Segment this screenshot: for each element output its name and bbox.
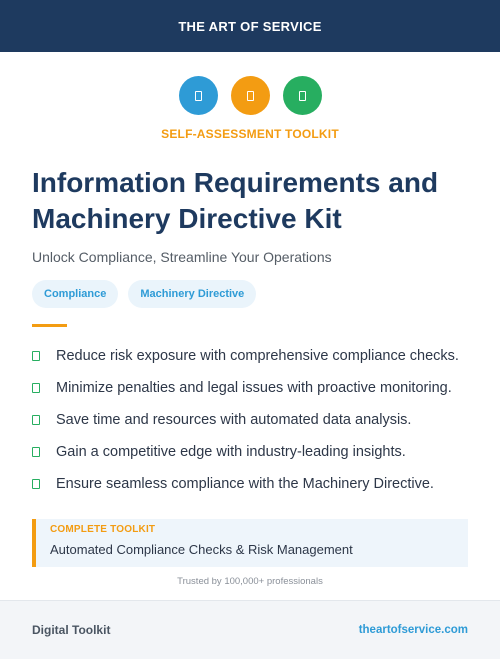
check-icon xyxy=(32,447,40,457)
benefit-item xyxy=(32,436,500,468)
benefit-text: Gain a competitive edge with industry-leading insights. xyxy=(56,444,406,460)
check-icon xyxy=(32,479,40,489)
benefit-text: Reduce risk exposure with comprehensive compliance checks. xyxy=(56,348,459,364)
document-icon xyxy=(247,91,254,101)
benefit-list xyxy=(32,340,500,500)
callout-text: Automated Compliance Checks & Risk Management xyxy=(50,542,353,557)
toolkit-callout xyxy=(32,519,468,567)
kicker-label: SELF-ASSESSMENT TOOLKIT xyxy=(161,127,339,141)
tag-compliance: Compliance xyxy=(32,280,118,308)
footer xyxy=(0,600,500,659)
document-icon xyxy=(299,91,306,101)
website-link[interactable]: theartofservice.com xyxy=(358,624,468,636)
benefit-text: Ensure seamless compliance with the Machinery Directive. xyxy=(56,476,434,492)
document-icon xyxy=(195,91,202,101)
brand-name: THE ART OF SERVICE xyxy=(178,18,322,34)
callout-label: COMPLETE TOOLKIT xyxy=(50,524,156,535)
icon-row xyxy=(0,76,500,115)
orange-circle-icon xyxy=(231,76,270,115)
divider xyxy=(32,324,67,327)
subtitle: Unlock Compliance, Streamline Your Operations xyxy=(32,249,332,265)
benefit-text: Save time and resources with automated data analysis. xyxy=(56,412,412,428)
footer-label: Digital Toolkit xyxy=(32,623,111,637)
benefit-text: Minimize penalties and legal issues with proactive monitoring. xyxy=(56,380,452,396)
check-icon xyxy=(32,351,40,361)
trust-note: Trusted by 100,000+ professionals xyxy=(177,576,323,587)
check-icon xyxy=(32,383,40,393)
benefit-item xyxy=(32,340,500,372)
tag-list xyxy=(32,280,468,308)
check-icon xyxy=(32,415,40,425)
tag-machinery-directive: Machinery Directive xyxy=(128,280,256,308)
benefit-item xyxy=(32,468,500,500)
green-circle-icon xyxy=(283,76,322,115)
title-line-2: Machinery Directive Kit xyxy=(32,203,342,234)
page-title xyxy=(32,165,468,237)
benefit-item xyxy=(32,372,500,404)
title-line-1: Information Requirements and xyxy=(32,167,439,198)
header-bar xyxy=(0,0,500,52)
blue-circle-icon xyxy=(179,76,218,115)
benefit-item xyxy=(32,404,500,436)
